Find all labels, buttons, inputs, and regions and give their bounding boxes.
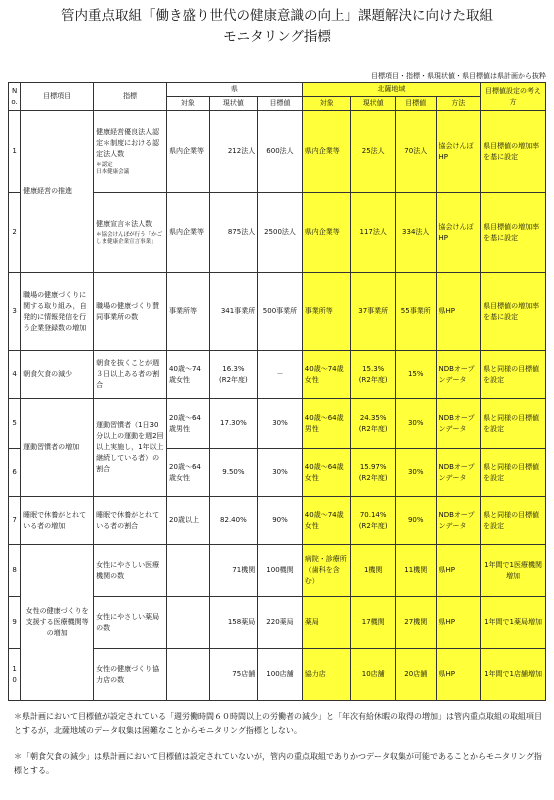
h-current-cell (351, 399, 396, 449)
concept: 県目標値の増加率を基に設定 (481, 273, 546, 351)
indicator-note: ＊認定 日本健康会議 (96, 162, 130, 175)
p-goal: 2500法人 (258, 193, 303, 273)
indicator-text: 女性にやさしい医療機関の数 (94, 545, 167, 597)
p-target: 20歳～64歳男性 (167, 399, 210, 449)
method: NDBオープンデータ (436, 497, 481, 545)
row-no: 4 (9, 351, 21, 399)
row-no: 7 (9, 497, 21, 545)
row-no: 2 (9, 193, 21, 273)
h-goal: 27機関 (395, 597, 436, 649)
concept: 県と同様の目標値を設定 (481, 351, 546, 399)
indicator-text: 健康宣言＊法人数 (96, 220, 153, 228)
p-goal: 30% (258, 399, 303, 449)
p-goal: 600法人 (258, 111, 303, 193)
col-indicator: 指標 (94, 83, 167, 111)
col-h-goal: 目標値 (395, 97, 436, 111)
p-target: 県内企業等 (167, 193, 210, 273)
p-target (167, 649, 210, 701)
method: 県HP (436, 649, 481, 701)
indicator-text: 職場の健康づくり賛同事業所の数 (94, 273, 167, 351)
h-current: 10店舗 (351, 649, 396, 701)
col-prefecture: 県 (167, 83, 303, 97)
source-note: 目標項目・指標・県現状値・県目標値は県計画から抜粋 (371, 72, 546, 80)
col-method: 方法 (436, 97, 481, 111)
row-no: 5 (9, 399, 21, 449)
indicator-text: 女性の健康づくり協力店の数 (94, 649, 167, 701)
p-current: 75店舗 (209, 649, 258, 701)
p-goal: 90% (258, 497, 303, 545)
group-label: 健康経営の推進 (21, 111, 94, 273)
table-row (9, 399, 546, 449)
col-p-current: 現状値 (209, 97, 258, 111)
h-target: 事業所等 (302, 273, 351, 351)
indicator-cell (94, 193, 167, 273)
table-row (9, 497, 546, 545)
indicator-text: 女性にやさしい薬局の数 (94, 597, 167, 649)
concept: 県目標値の増加率を基に設定 (481, 111, 546, 193)
page-title: 管内重点取組「働き盛り世代の健康意識の向上」課題解決に向けた取組 (61, 8, 493, 24)
group-label: 睡眠で休養がとれている者の増加 (21, 497, 94, 545)
h-target: 薬局 (302, 597, 351, 649)
indicator-text: 朝食を抜くことが週３日以上ある者の割合 (94, 351, 167, 399)
h-current: 24.35% (359, 413, 387, 422)
method: NDBオープンデータ (436, 351, 481, 399)
indicator-text: 運動習慣者（1日30分以上の運動を週2回以上実施し，1年以上継続している者）の割合 (94, 399, 167, 497)
h-current: 25法人 (351, 111, 396, 193)
h-current: 70.14% (359, 510, 387, 519)
page-subtitle: モニタリング指標 (223, 29, 331, 45)
h-goal: 15% (395, 351, 436, 399)
row-no: 8 (9, 545, 21, 597)
concept: 県と同様の目標値を設定 (481, 449, 546, 497)
p-current-cell (209, 351, 258, 399)
p-goal: 500事業所 (258, 273, 303, 351)
concept: 1年間で1医療機関増加 (481, 545, 546, 597)
col-p-goal: 目標値 (258, 97, 303, 111)
row-no: 10 (9, 649, 21, 701)
h-target: 40歳～64歳女性 (302, 449, 351, 497)
table-row (9, 111, 546, 193)
row-no: 1 (9, 111, 21, 193)
concept: 県目標値の増加率を基に設定 (481, 193, 546, 273)
method: 協会けんぽHP (436, 111, 481, 193)
p-target: 事業所等 (167, 273, 210, 351)
p-current: 71機関 (209, 545, 258, 597)
method: 協会けんぽHP (436, 193, 481, 273)
p-goal: － (258, 351, 303, 399)
h-current-year: (R2年度) (358, 424, 388, 433)
h-goal: 90% (395, 497, 436, 545)
p-current: 16.3% (222, 364, 245, 373)
p-goal: 30% (258, 449, 303, 497)
h-current-cell (351, 449, 396, 497)
p-current: 158薬局 (209, 597, 258, 649)
p-goal: 220薬局 (258, 597, 303, 649)
method: NDBオープンデータ (436, 399, 481, 449)
h-current: 117法人 (351, 193, 396, 273)
h-target: 県内企業等 (302, 193, 351, 273)
p-target: 県内企業等 (167, 111, 210, 193)
h-goal: 30% (395, 449, 436, 497)
col-no: No. (9, 83, 21, 111)
h-current-year: (R2年度) (358, 375, 388, 384)
method: 県HP (436, 273, 481, 351)
p-target (167, 545, 210, 597)
h-current-cell (351, 351, 396, 399)
h-target: 40歳～74歳女性 (302, 351, 351, 399)
row-no: 6 (9, 449, 21, 497)
h-current-year: (R2年度) (358, 473, 388, 482)
indicator-cell (94, 111, 167, 193)
concept: 1年間で1店舗増加 (481, 649, 546, 701)
h-current: 37事業所 (351, 273, 396, 351)
h-target: 40歳～74歳女性 (302, 497, 351, 545)
group-label: 運動習慣者の増加 (21, 399, 94, 497)
h-target: 病院・診療所（歯科を含む） (302, 545, 351, 597)
h-goal: 334法人 (395, 193, 436, 273)
method: NDBオープンデータ (436, 449, 481, 497)
footnote-2: ＊「朝食欠食の減少」は県計画において目標値は設定されていないが，管内の重点取組でありかつデータ収集が可能であることからモニタリング指標とする。 (14, 752, 542, 775)
concept: 県と同様の目標値を設定 (481, 399, 546, 449)
group-label: 女性の健康づくりを支援する医療機関等の増加 (21, 545, 94, 701)
col-hokusatsu: 北薩地域 (302, 83, 480, 97)
col-concept: 目標値設定の考え方 (481, 83, 546, 111)
table-row (9, 351, 546, 399)
h-target: 県内企業等 (302, 111, 351, 193)
indicator-note: ＊協会けんぽが行う「かごしま健康企業宣言事業」 (96, 232, 163, 245)
h-goal: 20店舗 (395, 649, 436, 701)
p-target: 20歳～64歳女性 (167, 449, 210, 497)
p-current: 17.30% (209, 399, 258, 449)
group-label: 職場の健康づくりに関する取り組み，自発的に情報発信を行う企業登録数の増加 (21, 273, 94, 351)
h-current: 17機関 (351, 597, 396, 649)
method: 県HP (436, 545, 481, 597)
h-current: 15.97% (359, 462, 387, 471)
method: 県HP (436, 597, 481, 649)
p-current: 82.40% (209, 497, 258, 545)
footnote-1: ＊県計画において目標値が設定されている「週労働時間６０時間以上の労働者の減少」と「年次有給休暇の取得の増加」は管内重点取組の取組項目とするが，北薩地域のデータ収集は困難なことからモニタリング指標としない。 (14, 712, 542, 735)
h-current: 1機関 (351, 545, 396, 597)
p-target: 40歳～74歳女性 (167, 351, 210, 399)
monitoring-table (8, 82, 546, 701)
p-target (167, 597, 210, 649)
p-goal: 100機関 (258, 545, 303, 597)
table-row (9, 545, 546, 597)
p-current: 875法人 (209, 193, 258, 273)
concept: 1年間で1薬局増加 (481, 597, 546, 649)
col-h-current: 現状値 (351, 97, 396, 111)
indicator-text: 健康経営優良法人認定＊制度における認定法人数 (96, 128, 160, 158)
p-current: 341事業所 (209, 273, 258, 351)
p-target: 20歳以上 (167, 497, 210, 545)
h-goal: 55事業所 (395, 273, 436, 351)
concept: 県と同様の目標値を設定 (481, 497, 546, 545)
header-row-1 (9, 83, 546, 97)
col-item: 目標項目 (21, 83, 94, 111)
row-no: 9 (9, 597, 21, 649)
p-goal: 100店舗 (258, 649, 303, 701)
h-target: 40歳～64歳男性 (302, 399, 351, 449)
h-goal: 30% (395, 399, 436, 449)
p-current: 212法人 (209, 111, 258, 193)
p-current-year: (R2年度) (219, 375, 248, 384)
row-no: 3 (9, 273, 21, 351)
h-current-year: (R2年度) (358, 521, 388, 530)
table-row (9, 273, 546, 351)
h-current-cell (351, 497, 396, 545)
p-current: 9.50% (209, 449, 258, 497)
h-target: 協力店 (302, 649, 351, 701)
group-label: 朝食欠食の減少 (21, 351, 94, 399)
col-h-target: 対象 (302, 97, 351, 111)
indicator-text: 睡眠で休養がとれている者の割合 (94, 497, 167, 545)
h-goal: 11機関 (395, 545, 436, 597)
col-p-target: 対象 (167, 97, 210, 111)
h-goal: 70法人 (395, 111, 436, 193)
h-current: 15.3% (362, 364, 385, 373)
